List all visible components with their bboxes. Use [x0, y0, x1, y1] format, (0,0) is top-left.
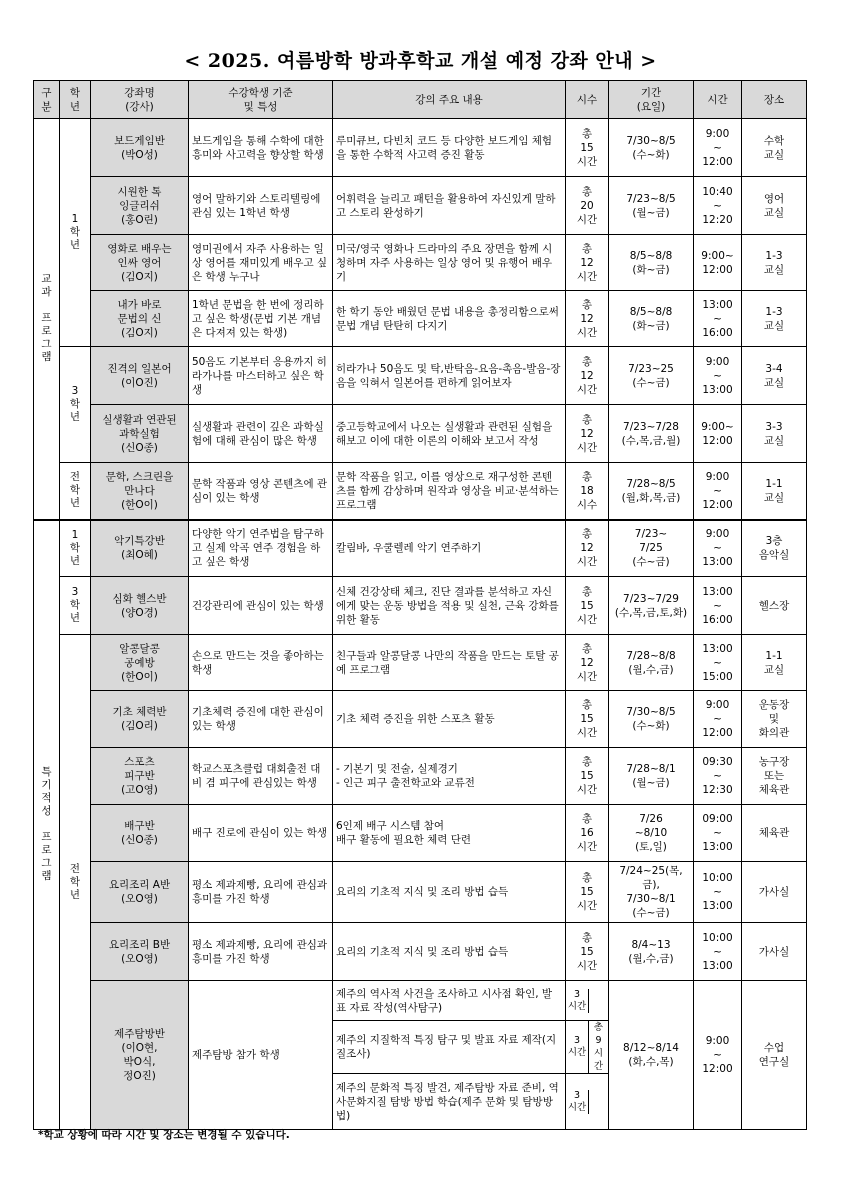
course-content: 요리의 기초적 지식 및 조리 방법 습득: [333, 862, 566, 923]
course-target: 손으로 만드는 것을 좋아하는 학생: [189, 635, 333, 691]
header-course: 강좌명 (강사): [91, 81, 189, 119]
grade-all-special: 전 학 년: [60, 635, 91, 1130]
course-target: 실생활과 관련이 깊은 과학실험에 대해 관심이 많은 학생: [189, 405, 333, 463]
course-name: 영화로 배우는 인싸 영어 (김O지): [91, 235, 189, 291]
course-hours: 총 12 시간: [566, 520, 609, 577]
course-content: 어휘력을 늘리고 패턴을 활용하여 자신있게 말하고 스토리 완성하기: [333, 177, 566, 235]
course-place: 수학 교실: [742, 119, 807, 177]
course-name: 악기특강반 (최O혜): [91, 520, 189, 577]
table-row: [34, 463, 807, 520]
table-row: [34, 805, 807, 862]
table-row: [34, 635, 807, 691]
course-name: 진격의 일본어 (이O진): [91, 347, 189, 405]
grade-1-subject: 1 학 년: [60, 119, 91, 347]
course-place: 3층 음악실: [742, 520, 807, 577]
course-hours: 총 15 시간: [566, 691, 609, 748]
course-content: 신체 건강상태 체크, 진단 결과를 분석하고 자신에게 맞는 운동 방법을 적용 및 실천, 근육 강화를 위한 활동: [333, 577, 566, 635]
course-name: 스포츠 피구반 (고O영): [91, 748, 189, 805]
jeju-course-name: 제주탐방반 (이O현, 박O식, 정O진): [91, 981, 189, 1130]
course-target: 영미권에서 자주 사용하는 일상 영어를 재미있게 배우고 싶은 학생 누구나: [189, 235, 333, 291]
course-hours: 총 12 시간: [566, 235, 609, 291]
course-content: 요리의 기초적 지식 및 조리 방법 습득: [333, 923, 566, 981]
course-period: 7/24~25(목,금), 7/30~8/1 (수~금): [609, 862, 694, 923]
table-row: [34, 235, 807, 291]
course-time: 13:00 ~ 16:00: [694, 291, 742, 347]
grade-3-subject: 3 학 년: [60, 347, 91, 463]
course-target: 배구 진로에 관심이 있는 학생: [189, 805, 333, 862]
jeju-total-hours: 총 9 시 간: [593, 1022, 604, 1072]
course-time: 9:00 ~ 12:00: [694, 463, 742, 520]
course-target: 영어 말하기와 스토리텔링에 관심 있는 1학년 학생: [189, 177, 333, 235]
jeju-hours-1-value: 3 시간: [566, 989, 589, 1013]
table-row: [34, 748, 807, 805]
group-subject: 교 과 프 로 그 램: [34, 119, 60, 520]
course-content: 칼림바, 우쿨렐레 악기 연주하기: [333, 520, 566, 577]
course-name: 문학, 스크린을 만나다 (한O이): [91, 463, 189, 520]
header-place: 장소: [742, 81, 807, 119]
course-hours: 총 18 시수: [566, 463, 609, 520]
page-title: < 2025. 여름방학 방과후학교 개설 예정 강좌 안내 >: [184, 50, 657, 72]
course-target: 1학년 문법을 한 번에 정리하고 싶은 학생(문법 기본 개념은 다져져 있는 학생): [189, 291, 333, 347]
course-name: 내가 바로 문법의 신 (김O지): [91, 291, 189, 347]
jeju-content-3: 제주의 문화적 특징 발견, 제주탐방 자료 준비, 역사문화지질 탐방 방법 학습(제주 문화 및 탐방방법): [333, 1074, 566, 1130]
course-period: 8/4~13 (월,수,금): [609, 923, 694, 981]
header-row: [34, 81, 807, 119]
course-name: 시원한 톡 잉글리쉬 (홍O린): [91, 177, 189, 235]
course-place: 1-3 교실: [742, 291, 807, 347]
jeju-target: 제주탐방 참가 학생: [189, 981, 333, 1130]
header-time: 시간: [694, 81, 742, 119]
jeju-content-1: 제주의 역사적 사건을 조사하고 시사점 확인, 발표 자료 작성(역사탐구): [333, 981, 566, 1021]
course-period: 7/28~8/8 (월,수,금): [609, 635, 694, 691]
course-time: 9:00 ~ 13:00: [694, 520, 742, 577]
course-time: 13:00 ~ 16:00: [694, 577, 742, 635]
jeju-hours-1: [566, 981, 609, 1021]
table-row: [34, 347, 807, 405]
course-hours: 총 12 시간: [566, 635, 609, 691]
course-target: 학교스포츠클럽 대회출전 대비 겸 피구에 관심있는 학생: [189, 748, 333, 805]
header-category: 구 분: [34, 81, 60, 119]
table-row: [34, 177, 807, 235]
course-content: 히라가나 50음도 및 탁,반탁음-요음-촉음-발음-장음을 익혀서 일본어를 편하게 읽어보자: [333, 347, 566, 405]
course-period: 7/23~7/29 (수,목,금,토,화): [609, 577, 694, 635]
course-period: 7/23~25 (수~금): [609, 347, 694, 405]
course-content: 한 학기 동안 배웠던 문법 내용을 총정리함으로써 문법 개념 탄탄히 다지기: [333, 291, 566, 347]
jeju-content-2: 제주의 지질학적 특징 탐구 및 발표 자료 제작(지질조사): [333, 1021, 566, 1074]
header-grade: 학 년: [60, 81, 91, 119]
jeju-hours-3: [566, 1074, 609, 1130]
table-row: [34, 291, 807, 347]
course-time: 9:00~ 12:00: [694, 235, 742, 291]
course-target: 평소 제과제빵, 요리에 관심과 흥미를 가진 학생: [189, 862, 333, 923]
course-period: 7/30~8/5 (수~화): [609, 691, 694, 748]
grade-1-special: 1 학 년: [60, 520, 91, 577]
course-target: 문학 작품과 영상 콘텐츠에 관심이 있는 학생: [189, 463, 333, 520]
course-place: 체육관: [742, 805, 807, 862]
course-period: 7/23~8/5 (월~금): [609, 177, 694, 235]
footnote: *학교 상황에 따라 시간 및 장소는 변경될 수 있습니다.: [38, 1129, 290, 1141]
course-place: 1-3 교실: [742, 235, 807, 291]
course-hours: 총 15 시간: [566, 862, 609, 923]
course-time: 9:00~ 12:00: [694, 405, 742, 463]
course-target: 기초체력 증진에 대한 관심이 있는 학생: [189, 691, 333, 748]
course-name: 실생활과 연관된 과학실험 (신O종): [91, 405, 189, 463]
course-place: 1-1 교실: [742, 463, 807, 520]
course-name: 기초 체력반 (김O리): [91, 691, 189, 748]
header-hours: 시수: [566, 81, 609, 119]
course-period: 7/30~8/5 (수~화): [609, 119, 694, 177]
table-row: [34, 577, 807, 635]
course-name: 요리조리 B반 (오O영): [91, 923, 189, 981]
grade-3-special: 3 학 년: [60, 577, 91, 635]
jeju-hours-2-value: 3 시간: [566, 1021, 589, 1073]
course-time: 9:00 ~ 13:00: [694, 347, 742, 405]
course-name: 심화 헬스반 (양O경): [91, 577, 189, 635]
course-place: 3-3 교실: [742, 405, 807, 463]
table-row: [34, 923, 807, 981]
header-period: 기간 (요일): [609, 81, 694, 119]
course-name: 보드게임반 (박O성): [91, 119, 189, 177]
course-content: 친구들과 알콩달콩 나만의 작품을 만드는 토탈 공예 프로그램: [333, 635, 566, 691]
course-content: 기초 체력 증진을 위한 스포츠 활동: [333, 691, 566, 748]
course-content: 6인제 배구 시스템 참여 배구 활동에 필요한 체력 단련: [333, 805, 566, 862]
table-row: [34, 862, 807, 923]
course-hours: 총 20 시간: [566, 177, 609, 235]
course-period: 7/26 ~8/10 (토,일): [609, 805, 694, 862]
course-place: 운동장 및 화의관: [742, 691, 807, 748]
course-period: 7/28~8/1 (월~금): [609, 748, 694, 805]
jeju-time: 9:00 ~ 12:00: [694, 981, 742, 1130]
table-row: [34, 981, 807, 1021]
course-period: 7/23~ 7/25 (수~금): [609, 520, 694, 577]
course-hours: 총 12 시간: [566, 347, 609, 405]
course-time: 13:00 ~ 15:00: [694, 635, 742, 691]
table-row: [34, 691, 807, 748]
course-target: 50음도 기본부터 응용까지 히라가나를 마스터하고 싶은 학생: [189, 347, 333, 405]
table-row: [34, 405, 807, 463]
course-content: - 기본기 및 전술, 실제경기 - 인근 피구 출전학교와 교류전: [333, 748, 566, 805]
course-name: 배구반 (신O종): [91, 805, 189, 862]
course-hours: 총 15 시간: [566, 577, 609, 635]
course-content: 문학 작품을 읽고, 이를 영상으로 재구성한 콘텐츠를 함께 감상하며 원작과 영상을 비교·분석하는 프로그램: [333, 463, 566, 520]
course-time: 9:00 ~ 12:00: [694, 119, 742, 177]
course-hours: 총 15 시간: [566, 748, 609, 805]
course-place: 농구장 또는 체육관: [742, 748, 807, 805]
course-period: 7/28~8/5 (월,화,목,금): [609, 463, 694, 520]
header-content: 강의 주요 내용: [333, 81, 566, 119]
course-period: 7/23~7/28 (수,목,금,월): [609, 405, 694, 463]
course-time: 09:00 ~ 13:00: [694, 805, 742, 862]
table-row: [34, 119, 807, 177]
course-target: 건강관리에 관심이 있는 학생: [189, 577, 333, 635]
jeju-hours-2: [566, 1021, 609, 1074]
header-target: 수강학생 기준 및 특성: [189, 81, 333, 119]
course-hours: 총 16 시간: [566, 805, 609, 862]
group-special: 특 기 적 성 프 로 그 램: [34, 520, 60, 1130]
course-content: 미국/영국 영화나 드라마의 주요 장면을 함께 시청하며 자주 사용하는 일상 영어 및 유행어 배우기: [333, 235, 566, 291]
jeju-hours-3-value: 3 시간: [566, 1090, 589, 1114]
course-content: 루미큐브, 다빈치 코드 등 다양한 보드게임 체험을 통한 수학적 사고력 증진 활동: [333, 119, 566, 177]
course-name: 알콩달콩 공예방 (한O이): [91, 635, 189, 691]
course-place: 가사실: [742, 923, 807, 981]
course-time: 10:00 ~ 13:00: [694, 923, 742, 981]
course-hours: 총 12 시간: [566, 291, 609, 347]
course-target: 다양한 악기 연주법을 탐구하고 실제 악곡 연주 경험을 하고 싶은 학생: [189, 520, 333, 577]
course-hours: 총 15 시간: [566, 119, 609, 177]
course-content: 중고등학교에서 나오는 실생활과 관련된 실험을 해보고 이에 대한 이론의 이해와 보고서 작성: [333, 405, 566, 463]
course-hours: 총 15 시간: [566, 923, 609, 981]
course-place: 1-1 교실: [742, 635, 807, 691]
course-time: 9:00 ~ 12:00: [694, 691, 742, 748]
jeju-place: 수업 연구실: [742, 981, 807, 1130]
course-time: 10:40 ~ 12:20: [694, 177, 742, 235]
course-period: 8/5~8/8 (화~금): [609, 235, 694, 291]
course-target: 평소 제과제빵, 요리에 관심과 흥미를 가진 학생: [189, 923, 333, 981]
course-table: [33, 80, 807, 1130]
course-time: 09:30 ~ 12:30: [694, 748, 742, 805]
grade-all-subject: 전 학 년: [60, 463, 91, 520]
course-target: 보드게임을 통해 수학에 대한 흥미와 사고력을 향상할 학생: [189, 119, 333, 177]
course-place: 영어 교실: [742, 177, 807, 235]
table-row: [34, 520, 807, 577]
course-place: 가사실: [742, 862, 807, 923]
course-place: 3-4 교실: [742, 347, 807, 405]
course-name: 요리조리 A반 (오O영): [91, 862, 189, 923]
course-place: 헬스장: [742, 577, 807, 635]
jeju-period: 8/12~8/14 (화,수,목): [609, 981, 694, 1130]
course-time: 10:00 ~ 13:00: [694, 862, 742, 923]
course-period: 8/5~8/8 (화~금): [609, 291, 694, 347]
course-hours: 총 12 시간: [566, 405, 609, 463]
